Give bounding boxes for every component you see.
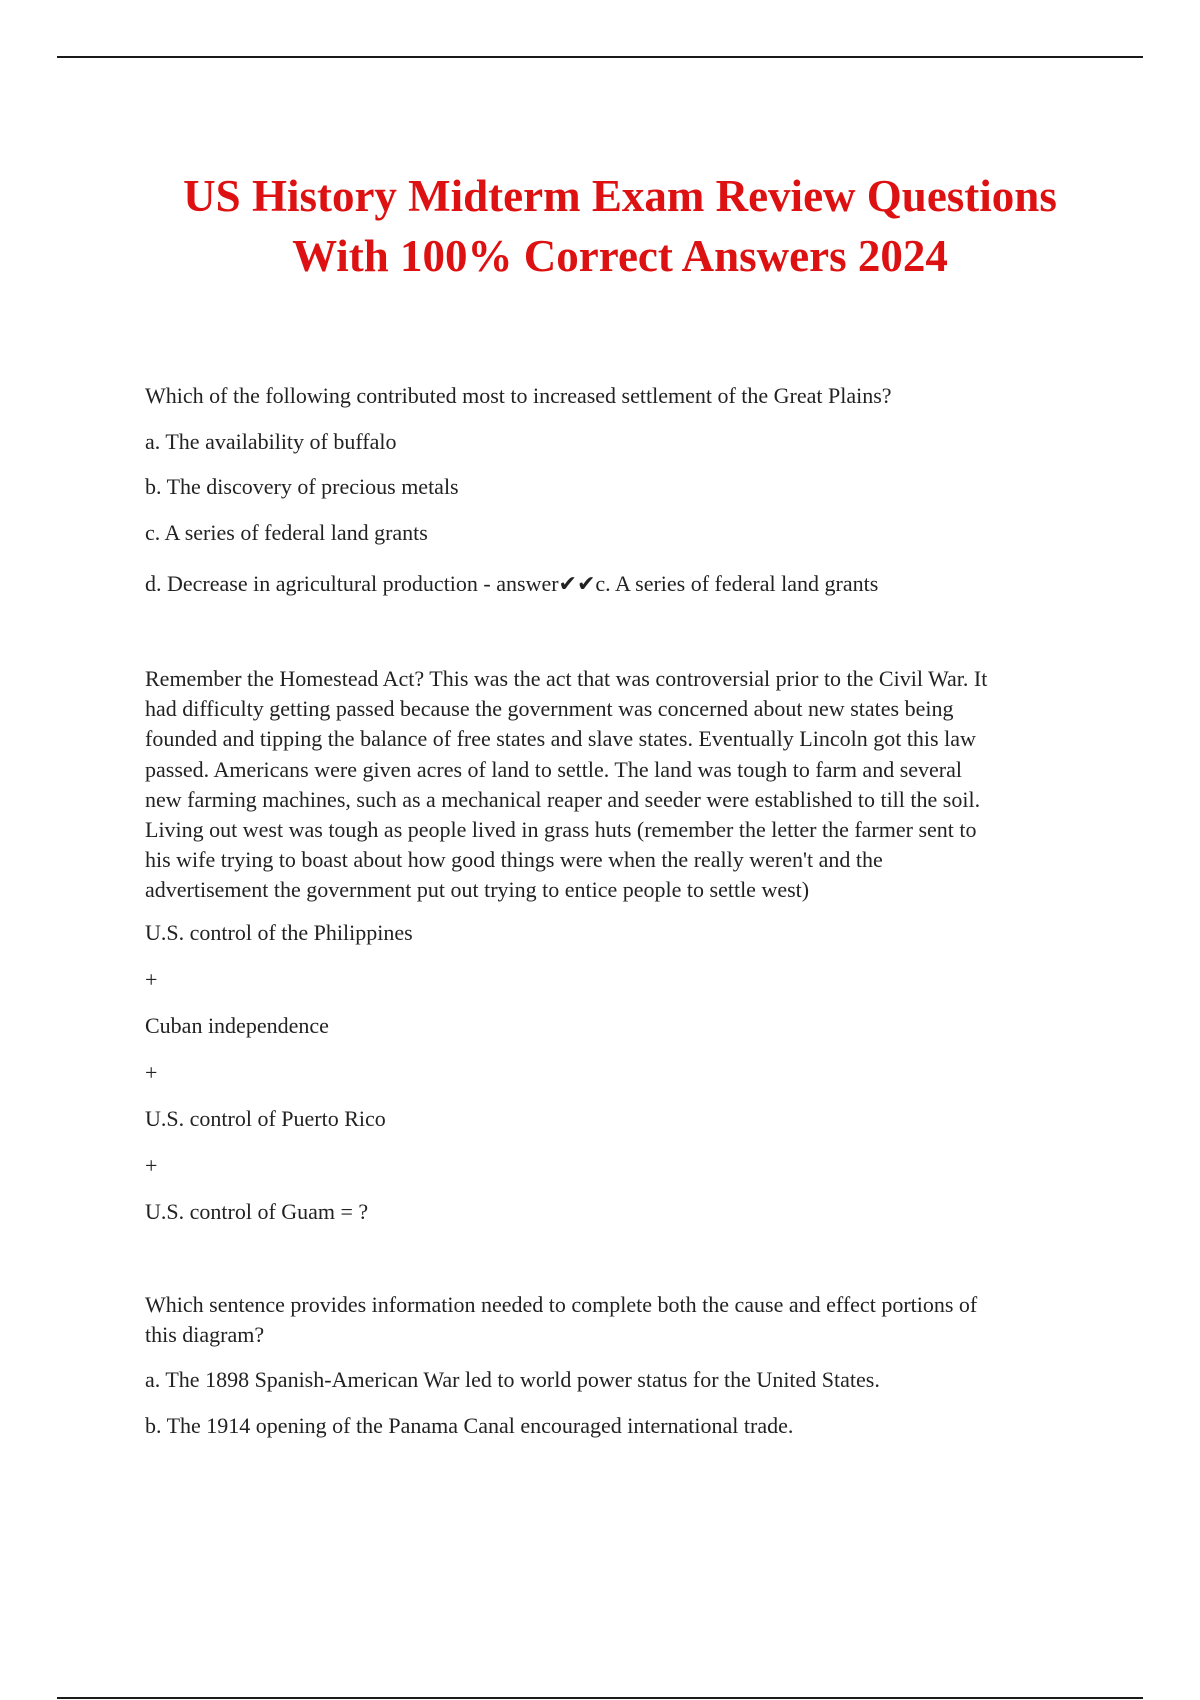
q1-option-a: a. The availability of buffalo (145, 429, 397, 454)
explanation-line: Living out west was tough as people lived in grass huts (remember the letter the farmer sent to (145, 817, 977, 843)
explanation-line: his wife trying to boast about how good things were when the really weren't and the (145, 847, 883, 873)
q2-plus-2: + (145, 1060, 158, 1085)
document-title (100, 166, 1140, 286)
q2-plus-1: + (145, 967, 158, 992)
explanation-paragraph (145, 664, 1095, 906)
q1-option-c: c. A series of federal land grants (145, 520, 428, 545)
bottom-rule (57, 1697, 1143, 1699)
title-line-2: With 100% Correct Answers 2024 (292, 231, 948, 281)
top-rule (57, 56, 1143, 58)
q2-option-a: a. The 1898 Spanish-American War led to world power status for the United States. (145, 1367, 880, 1392)
q1-option-d-answer: d. Decrease in agricultural production - answer✔✔c. A series of federal land grants (145, 571, 879, 596)
explanation-line: founded and tipping the balance of free states and slave states. Eventually Lincoln got this law (145, 726, 976, 752)
q2-item-philippines: U.S. control of the Philippines (145, 920, 413, 945)
explanation-line: advertisement the government put out trying to entice people to settle west) (145, 877, 810, 903)
q2-question (145, 1290, 1095, 1350)
explanation-line: had difficulty getting passed because the government was concerned about new states being (145, 696, 954, 722)
q1-question: Which of the following contributed most to increased settlement of the Great Plains? (145, 383, 892, 408)
explanation-line: new farming machines, such as a mechanical reaper and seeder were established to till the soil. (145, 786, 981, 812)
q2-item-guam: U.S. control of Guam = ? (145, 1199, 369, 1224)
q2-item-cuba: Cuban independence (145, 1013, 329, 1038)
q2-option-b: b. The 1914 opening of the Panama Canal encouraged international trade. (145, 1413, 794, 1438)
q1-option-b: b. The discovery of precious metals (145, 474, 459, 499)
explanation-line: Remember the Homestead Act? This was the act that was controversial prior to the Civil War. It (145, 666, 988, 691)
title-line-1: US History Midterm Exam Review Questions (183, 171, 1057, 221)
q2-plus-3: + (145, 1153, 158, 1178)
q2-question-line: Which sentence provides information needed to complete both the cause and effect portions of (145, 1292, 978, 1317)
explanation-line: passed. Americans were given acres of land to settle. The land was tough to farm and several (145, 756, 962, 782)
q2-question-line: this diagram? (145, 1322, 265, 1348)
q2-item-puerto-rico: U.S. control of Puerto Rico (145, 1106, 386, 1131)
